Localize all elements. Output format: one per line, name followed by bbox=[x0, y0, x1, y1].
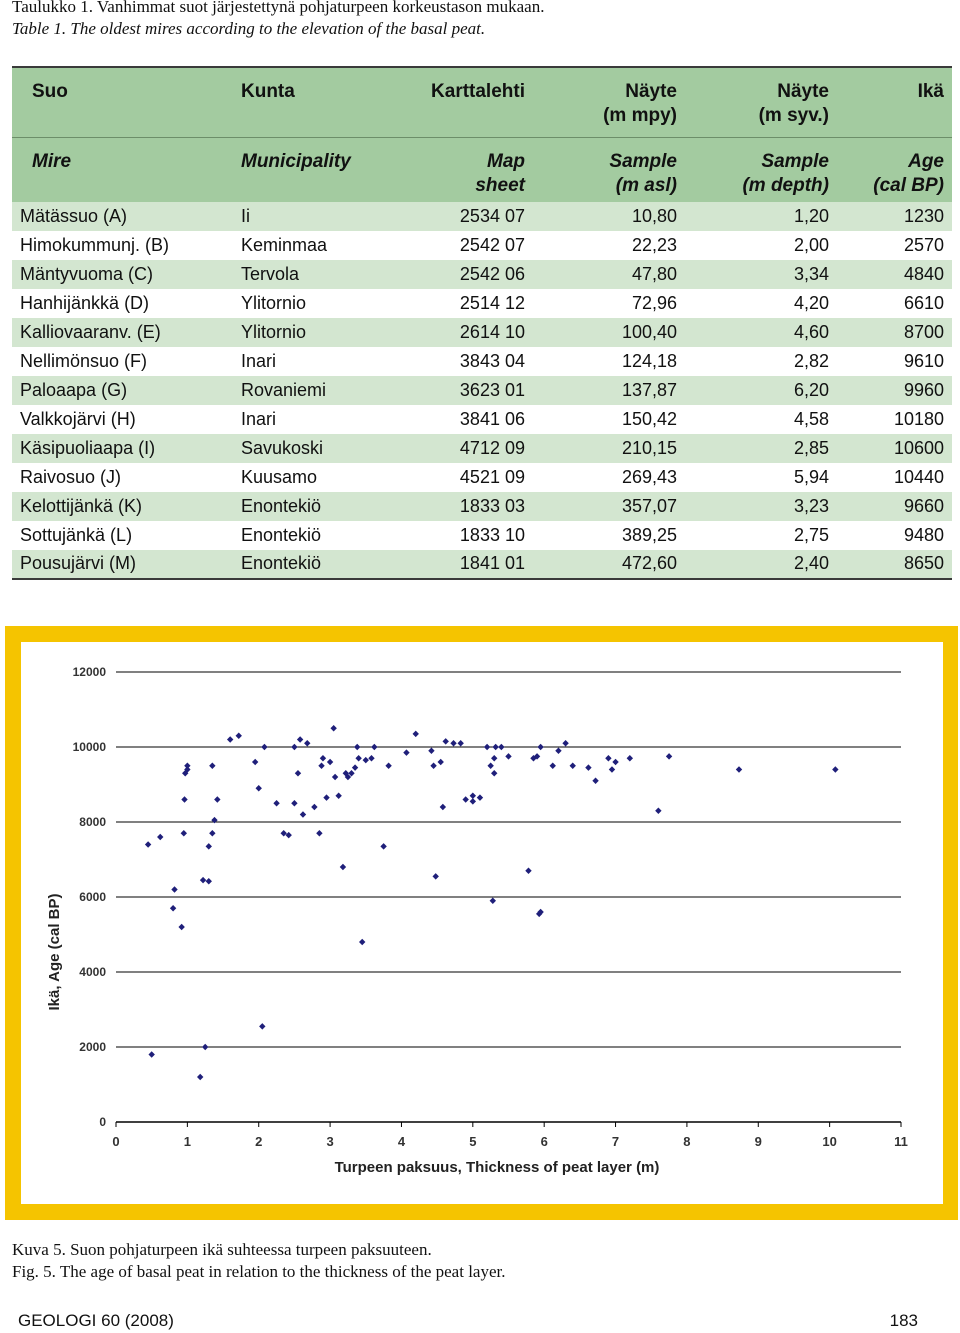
table-cell: 22,23 bbox=[533, 231, 685, 260]
header-cell: Karttalehti bbox=[393, 67, 533, 137]
table-cell: Rovaniemi bbox=[233, 376, 393, 405]
table-header-en bbox=[12, 137, 952, 202]
table-cell: Raivosuo (J) bbox=[12, 463, 233, 492]
x-tick-label: 9 bbox=[754, 1134, 762, 1149]
journal-footer: GEOLOGI 60 (2008) bbox=[18, 1311, 174, 1330]
table-cell: 10600 bbox=[837, 434, 952, 463]
x-tick-label: 11 bbox=[894, 1134, 908, 1149]
scatter-chart bbox=[21, 642, 943, 1204]
table-cell: 8700 bbox=[837, 318, 952, 347]
table-cell: 472,60 bbox=[533, 550, 685, 579]
table-cell: 4,58 bbox=[685, 405, 837, 434]
y-tick-label: 12000 bbox=[72, 665, 106, 679]
y-tick-label: 4000 bbox=[79, 965, 106, 979]
table-cell: 3623 01 bbox=[393, 376, 533, 405]
table-cell: Ylitornio bbox=[233, 289, 393, 318]
table-cell: 1230 bbox=[837, 202, 952, 231]
header-cell: Suo bbox=[12, 67, 233, 137]
table-cell: 9610 bbox=[837, 347, 952, 376]
table-cell: 4840 bbox=[837, 260, 952, 289]
table-cell: 2542 06 bbox=[393, 260, 533, 289]
table-row bbox=[12, 231, 952, 260]
chart-background bbox=[21, 642, 943, 1204]
table-cell: 10180 bbox=[837, 405, 952, 434]
header-cell: Näyte (m syv.) bbox=[685, 67, 837, 137]
header-cell: Ikä bbox=[837, 67, 952, 137]
y-axis-label: Ikä, Age (cal BP) bbox=[46, 893, 63, 1011]
table-cell: 210,15 bbox=[533, 434, 685, 463]
table-cell: 269,43 bbox=[533, 463, 685, 492]
table-cell: 357,07 bbox=[533, 492, 685, 521]
table-row bbox=[12, 463, 952, 492]
x-tick-label: 7 bbox=[611, 1134, 620, 1149]
table-cell: Ii bbox=[233, 202, 393, 231]
table-cell: Inari bbox=[233, 405, 393, 434]
x-tick-label: 1 bbox=[183, 1134, 191, 1149]
header-cell: Mire bbox=[12, 137, 233, 202]
table-cell: 6610 bbox=[837, 289, 952, 318]
table-header-fi bbox=[12, 67, 952, 137]
header-cell: Municipality bbox=[233, 137, 393, 202]
table-cell: Ylitornio bbox=[233, 318, 393, 347]
table-cell: 2,85 bbox=[685, 434, 837, 463]
table-caption-fi: Taulukko 1. Vanhimmat suot järjestettynä pohjaturpeen korkeustason mukaan. bbox=[12, 0, 545, 16]
table-cell: Kelottijänkä (K) bbox=[12, 492, 233, 521]
table-cell: Kuusamo bbox=[233, 463, 393, 492]
table-cell: 2,75 bbox=[685, 521, 837, 550]
table-cell: Nellimönsuo (F) bbox=[12, 347, 233, 376]
table-cell: Himokummunj. (B) bbox=[12, 231, 233, 260]
x-tick-label: 5 bbox=[469, 1134, 477, 1149]
table-cell: 2534 07 bbox=[393, 202, 533, 231]
table-cell: Hanhijänkkä (D) bbox=[12, 289, 233, 318]
table-cell: Kalliovaaranv. (E) bbox=[12, 318, 233, 347]
table-cell: 5,94 bbox=[685, 463, 837, 492]
table-cell: 4,60 bbox=[685, 318, 837, 347]
table-cell: 2,82 bbox=[685, 347, 837, 376]
table-cell: Mäntyvuoma (C) bbox=[12, 260, 233, 289]
header-cell: Kunta bbox=[233, 67, 393, 137]
y-tick-label: 10000 bbox=[72, 740, 106, 754]
table-row bbox=[12, 318, 952, 347]
table-cell: Savukoski bbox=[233, 434, 393, 463]
table-cell: 6,20 bbox=[685, 376, 837, 405]
table-cell: Käsipuoliaapa (I) bbox=[12, 434, 233, 463]
table-row bbox=[12, 492, 952, 521]
table-cell: 9480 bbox=[837, 521, 952, 550]
header-cell: Sample (m asl) bbox=[533, 137, 685, 202]
table-cell: Pousujärvi (M) bbox=[12, 550, 233, 579]
table-cell: 2,40 bbox=[685, 550, 837, 579]
table-cell: 8650 bbox=[837, 550, 952, 579]
table-cell: Enontekiö bbox=[233, 492, 393, 521]
table-cell: Enontekiö bbox=[233, 521, 393, 550]
x-tick-label: 6 bbox=[540, 1134, 548, 1149]
table-cell: 2,00 bbox=[685, 231, 837, 260]
table-row bbox=[12, 405, 952, 434]
table-cell: Tervola bbox=[233, 260, 393, 289]
page-number: 183 bbox=[889, 1311, 918, 1330]
table-body bbox=[12, 202, 952, 579]
table-row bbox=[12, 347, 952, 376]
table-cell: Inari bbox=[233, 347, 393, 376]
table-cell: 72,96 bbox=[533, 289, 685, 318]
x-tick-label: 0 bbox=[112, 1134, 120, 1149]
figure-caption-en: Fig. 5. The age of basal peat in relation to the thickness of the peat layer. bbox=[12, 1262, 506, 1281]
table-cell: 1841 01 bbox=[393, 550, 533, 579]
x-tick-label: 3 bbox=[326, 1134, 334, 1149]
table-cell: Enontekiö bbox=[233, 550, 393, 579]
table-cell: 137,87 bbox=[533, 376, 685, 405]
table-cell: 1833 03 bbox=[393, 492, 533, 521]
table-row bbox=[12, 521, 952, 550]
table-row bbox=[12, 376, 952, 405]
table-cell: 1833 10 bbox=[393, 521, 533, 550]
table-cell: 124,18 bbox=[533, 347, 685, 376]
y-tick-label: 2000 bbox=[79, 1040, 106, 1054]
table-cell: 2570 bbox=[837, 231, 952, 260]
figure-caption-fi: Kuva 5. Suon pohjaturpeen ikä suhteessa turpeen paksuuteen. bbox=[12, 1240, 432, 1259]
table-cell: Keminmaa bbox=[233, 231, 393, 260]
table-row bbox=[12, 260, 952, 289]
x-axis-label: Turpeen paksuus, Thickness of peat layer (m) bbox=[334, 1159, 660, 1176]
table-cell: 2514 12 bbox=[393, 289, 533, 318]
x-tick-label: 10 bbox=[822, 1134, 837, 1149]
x-tick-label: 2 bbox=[255, 1134, 263, 1149]
table-row bbox=[12, 434, 952, 463]
table-cell: 10,80 bbox=[533, 202, 685, 231]
table-cell: 100,40 bbox=[533, 318, 685, 347]
table-row bbox=[12, 202, 952, 231]
header-cell: Map sheet bbox=[393, 137, 533, 202]
table-cell: 10440 bbox=[837, 463, 952, 492]
table-cell: Paloaapa (G) bbox=[12, 376, 233, 405]
table-cell: Valkkojärvi (H) bbox=[12, 405, 233, 434]
table-cell: 3,23 bbox=[685, 492, 837, 521]
table-cell: 2542 07 bbox=[393, 231, 533, 260]
table-cell: 4712 09 bbox=[393, 434, 533, 463]
table-row bbox=[12, 289, 952, 318]
table-row bbox=[12, 550, 952, 579]
table-cell: 3843 04 bbox=[393, 347, 533, 376]
x-tick-label: 4 bbox=[397, 1134, 406, 1149]
table-cell: 1,20 bbox=[685, 202, 837, 231]
table-caption-en: Table 1. The oldest mires according to the elevation of the basal peat. bbox=[12, 19, 486, 38]
chart-frame bbox=[5, 626, 958, 1220]
table-cell: 389,25 bbox=[533, 521, 685, 550]
table-cell: 4521 09 bbox=[393, 463, 533, 492]
table-cell: 3,34 bbox=[685, 260, 837, 289]
header-cell: Sample (m depth) bbox=[685, 137, 837, 202]
table-cell: Mätässuo (A) bbox=[12, 202, 233, 231]
y-tick-label: 6000 bbox=[79, 890, 106, 904]
table-cell: 150,42 bbox=[533, 405, 685, 434]
mires-table bbox=[12, 66, 952, 580]
table-cell: 9660 bbox=[837, 492, 952, 521]
table-cell: 4,20 bbox=[685, 289, 837, 318]
header-cell: Näyte (m mpy) bbox=[533, 67, 685, 137]
y-tick-label: 0 bbox=[99, 1115, 106, 1129]
x-tick-label: 8 bbox=[683, 1134, 691, 1149]
table-cell: 9960 bbox=[837, 376, 952, 405]
table-cell: 2614 10 bbox=[393, 318, 533, 347]
table-cell: 47,80 bbox=[533, 260, 685, 289]
header-cell: Age (cal BP) bbox=[837, 137, 952, 202]
table-cell: 3841 06 bbox=[393, 405, 533, 434]
y-tick-label: 8000 bbox=[79, 815, 106, 829]
table-cell: Sottujänkä (L) bbox=[12, 521, 233, 550]
